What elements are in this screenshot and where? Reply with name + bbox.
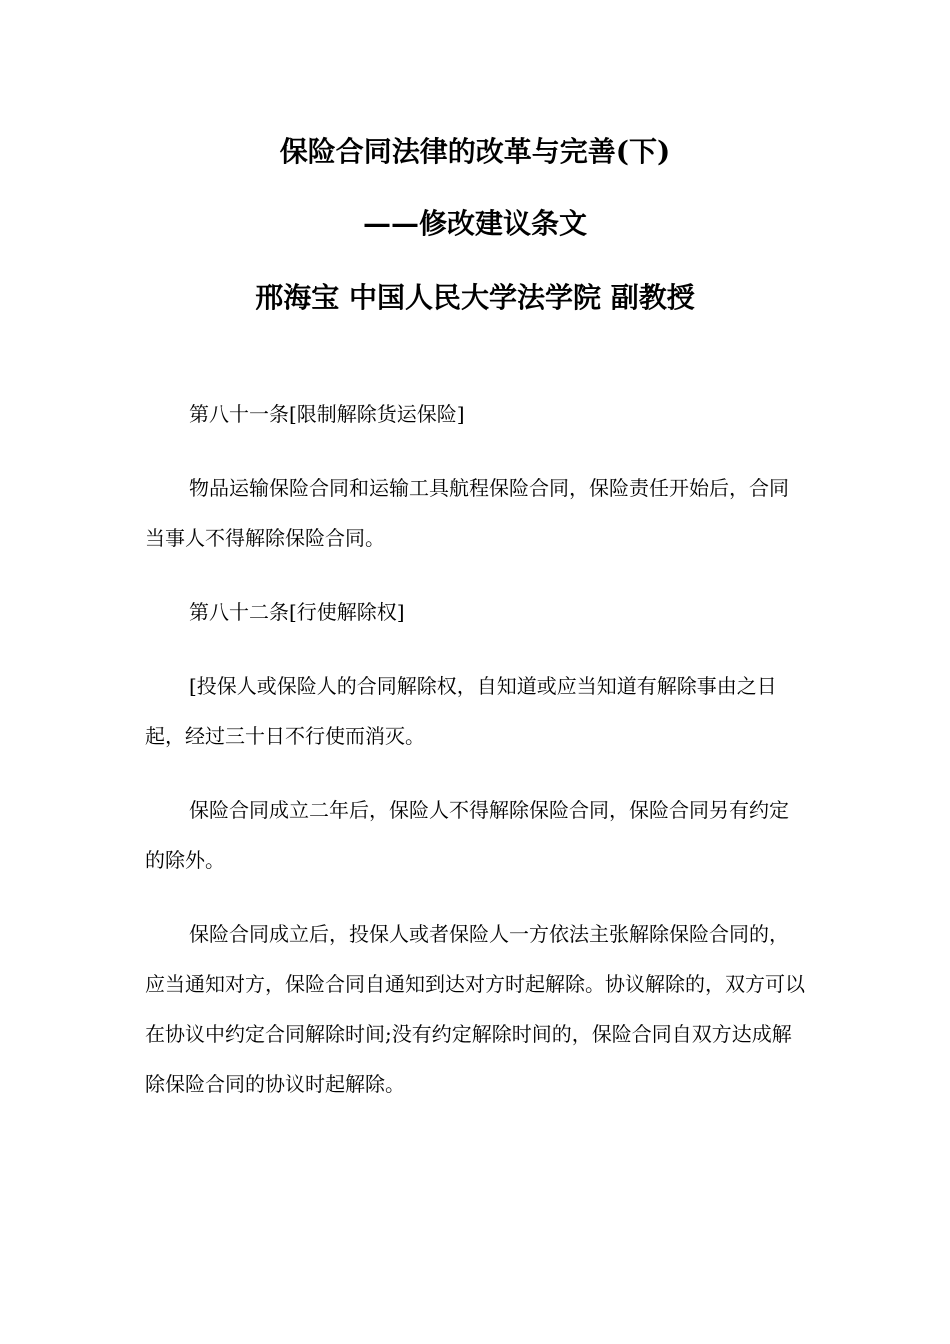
document-author-line: 邢海宝 中国人民大学法学院 副教授	[255, 281, 695, 314]
article-82-paragraph-2: 保险合同成立二年后，保险人不得解除保险合同，保险合同另有约定的除外。	[145, 798, 789, 872]
document-body	[145, 389, 807, 1109]
article-82-paragraph-1: [投保人或保险人的合同解除权，自知道或应当知道有解除事由之日起，经过三十日不行使而消灭。	[145, 674, 777, 748]
document-title: 保险合同法律的改革与完善(下)	[279, 135, 671, 168]
article-82-paragraph-3: 保险合同成立后，投保人或者保险人一方依法主张解除保险合同的，应当通知对方，保险合同自通知到达对方时起解除。协议解除的，双方可以在协议中约定合同解除时间;没有约定解除时间的，保险合同自双方达成解除保险合同的协议时起解除。	[145, 922, 805, 1096]
article-81-text: 物品运输保险合同和运输工具航程保险合同，保险责任开始后，合同当事人不得解除保险合同。	[145, 476, 789, 550]
article-81-heading: 第八十一条[限制解除货运保险]	[189, 402, 465, 426]
article-82-heading: 第八十二条[行使解除权]	[189, 600, 405, 624]
document-subtitle: ——修改建议条文	[362, 207, 587, 240]
